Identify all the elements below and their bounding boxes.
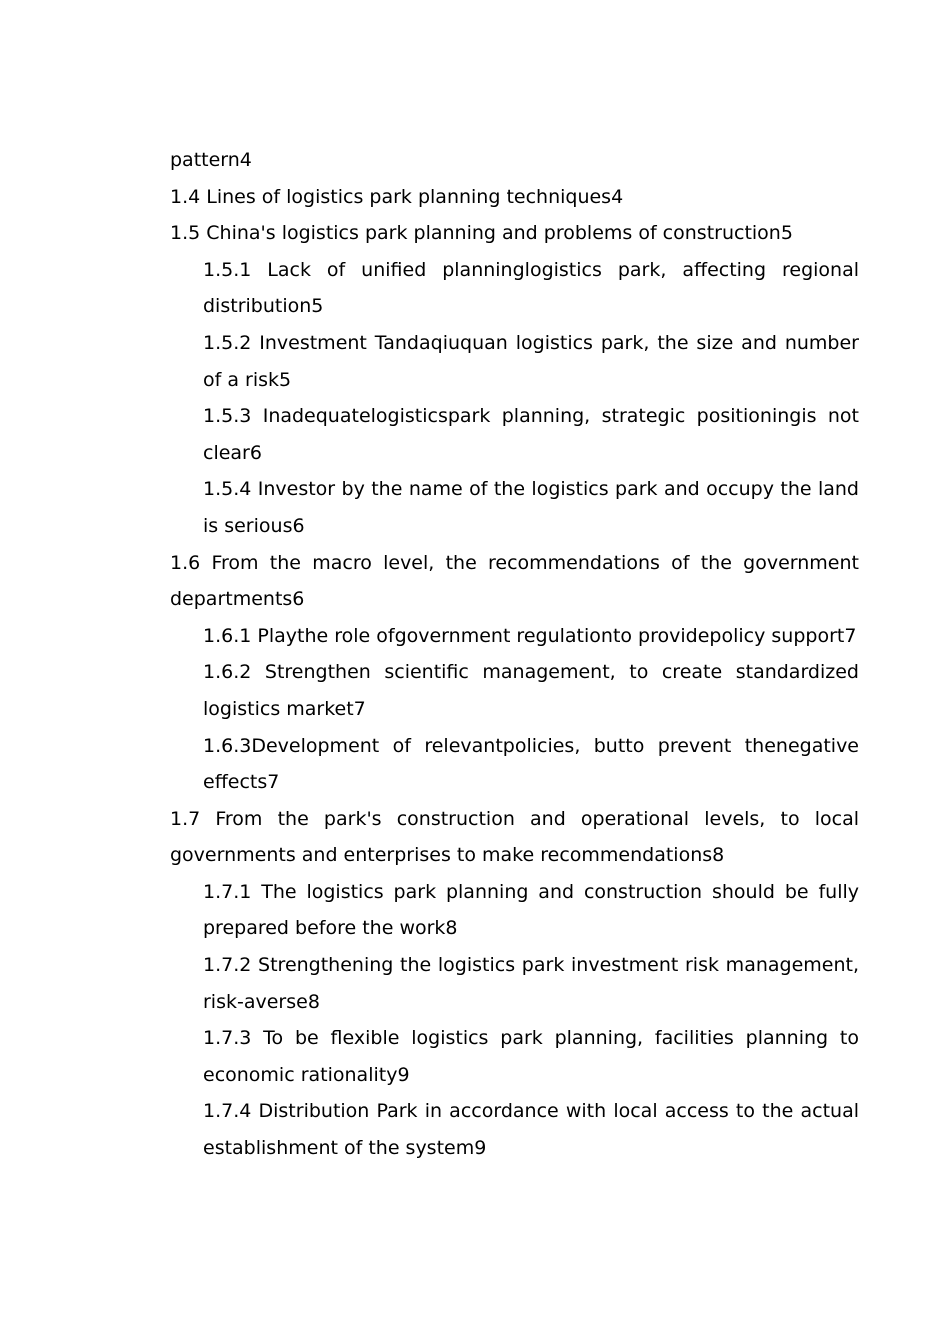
- toc-entry-1-7-3: 1.7.3 To be flexible logistics park planning, facilities planning to economic rationality9: [203, 1027, 859, 1086]
- toc-entry-1-7-1: 1.7.1 The logistics park planning and construction should be fully prepared before the work8: [203, 880, 859, 940]
- toc-entry-1-5-3: 1.5.3 Inadequatelogisticspark planning, strategic positioningis not clear6: [203, 405, 859, 464]
- toc-entry-1-5: 1.5 China's logistics park planning and problems of construction5: [170, 222, 793, 245]
- toc-entry-1-7-4: 1.7.4 Distribution Park in accordance with local access to the actual establishment of the system9: [203, 1100, 859, 1160]
- toc-entry-1-4: 1.4 Lines of logistics park planning techniques4: [170, 185, 624, 208]
- toc-entry-1-6-2: 1.6.2 Strengthen scientific management, to create standardized logistics market7: [203, 661, 859, 720]
- toc-entry-1-5-1: 1.5.1 Lack of unified planninglogistics park, affecting regional distribution5: [203, 258, 859, 318]
- toc-entry-1-6-1: 1.6.1 Playthe role ofgovernment regulationto providepolicy support7: [203, 624, 857, 647]
- table-of-contents: [170, 142, 859, 1167]
- toc-entry-1-7: 1.7 From the park's construction and operational levels, to local governments and enterprises to make recommendations8: [170, 807, 859, 867]
- toc-entry-pattern: pattern4: [170, 149, 252, 171]
- toc-entry-1-6: 1.6 From the macro level, the recommendations of the government departments6: [170, 551, 859, 611]
- toc-entry-1-7-2: 1.7.2 Strengthening the logistics park investment risk management, risk-averse8: [203, 954, 859, 1013]
- toc-entry-1-5-4: 1.5.4 Investor by the name of the logistics park and occupy the land is serious6: [203, 478, 859, 537]
- toc-entry-1-6-3: 1.6.3Development of relevantpolicies, butto prevent thenegative effects7: [203, 734, 859, 794]
- toc-entry-1-5-2: 1.5.2 Investment Tandaqiuquan logistics park, the size and number of a risk5: [203, 331, 859, 391]
